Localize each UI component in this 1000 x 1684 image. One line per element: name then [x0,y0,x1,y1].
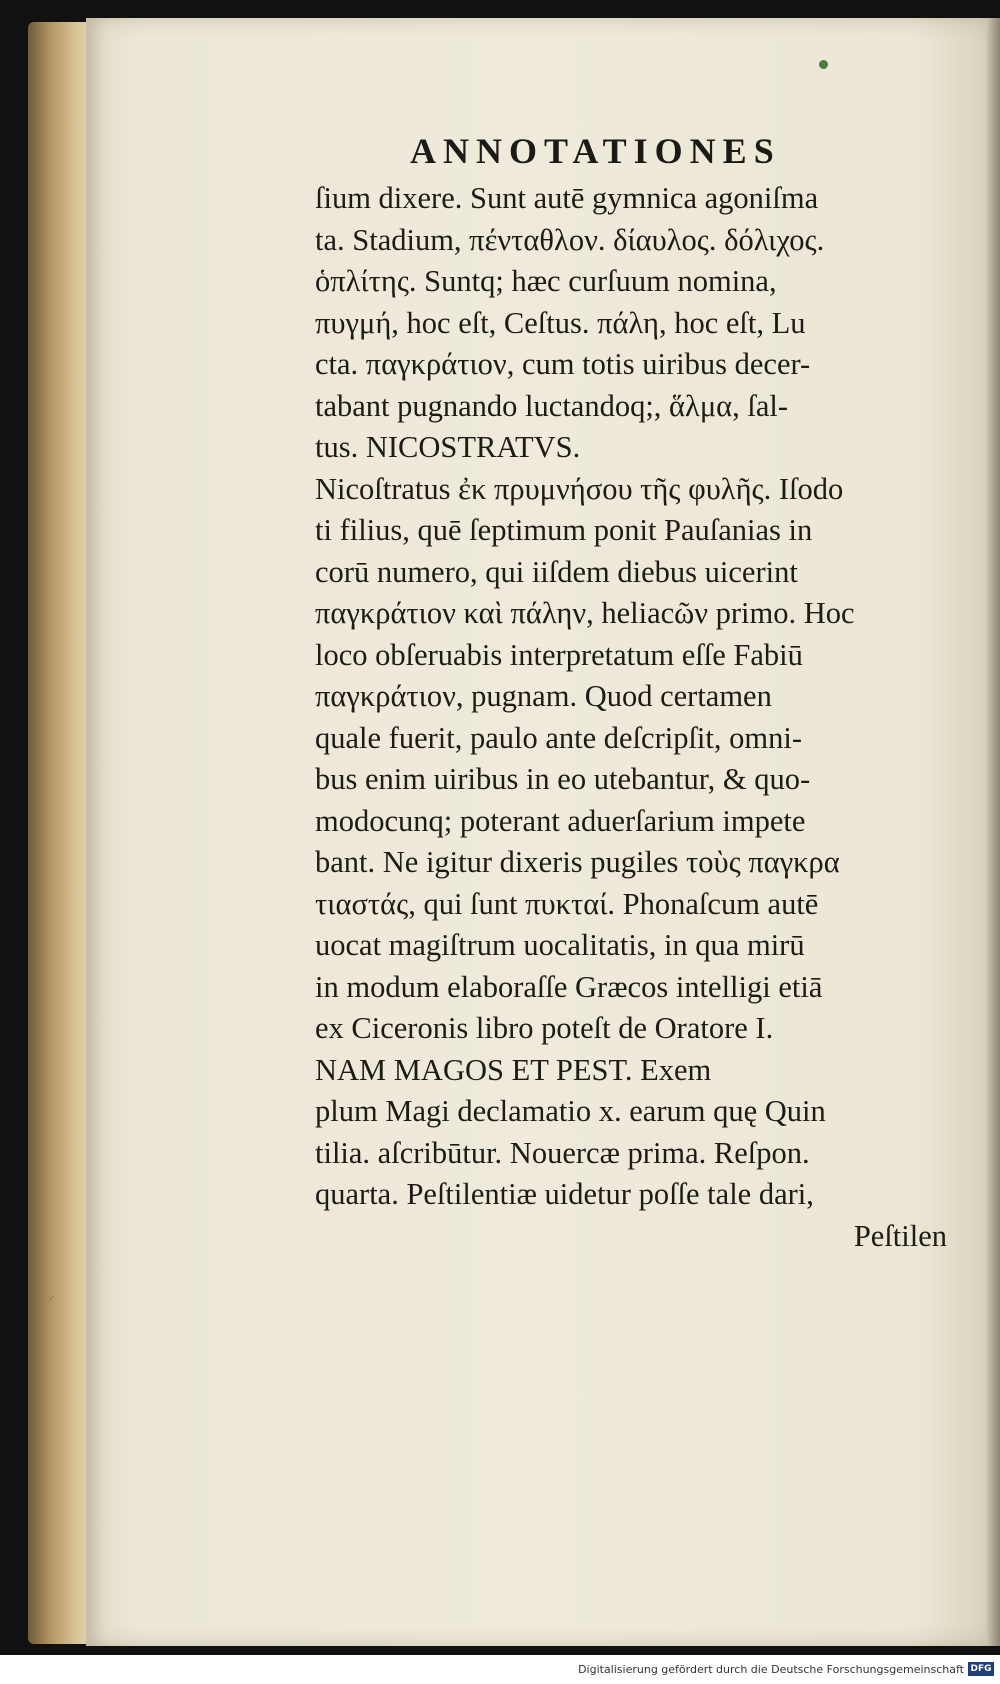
text-line: modocunq; poterant aduerſarium impete [315,803,806,838]
text-line: bus enim uiribus in eo utebantur, & quo- [315,762,811,796]
text-line: in modum elaboraſſe Græcos intelligi etiā [315,969,823,1004]
page-right-edge [986,18,1000,1646]
text-line: παγκράτιον, pugnam. Quod certamen [315,679,772,713]
catchword: Peſtilen [853,1218,947,1253]
text-line: πυγμή, hoc eſt, Ceſtus. πάλη, hoc eſt, Lu [315,305,806,340]
text-line: ſium dixere. Sunt autē gymnica agoniſma [315,181,819,215]
text-line: ti filius, quē ſeptimum ponit Pauſanias in [315,513,813,547]
text-line: quarta. Peſtilentiæ uidetur poſſe tale dari, [315,1177,814,1211]
dfg-logo-icon: DFG [968,1662,994,1676]
text-line: παγκράτιον καὶ πάλην, heliacῶν primo. Hoc [315,596,855,630]
text-line: Nicoſtratus ἐκ πρυμνήσου τῆς φυλῆς. Iſodo [315,471,844,506]
funding-credit: Digitalisierung gefördert durch die Deutsche Forschungsgemeinschaft [578,1663,964,1676]
text-line: plum Magi declamatio x. earum quę Quin [315,1094,826,1128]
body-text [315,178,955,1257]
text-line: ex Ciceronis libro poteſt de Oratore I. [315,1011,774,1045]
section-title-line: NAM MAGOS ET PEST. Exem [315,1052,712,1087]
page-heading: ANNOTATIONES [410,131,781,171]
section-title-line: tus. NICOSTRATVS. [315,430,581,464]
text-line: uocat magiſtrum uocalitatis, in qua mirū [315,928,805,962]
text-line: corū numero, qui iiſdem diebus uicerint [315,554,798,589]
paper-mark: ⸝ [48,1288,55,1304]
text-line: cta. παγκράτιον, cum totis uiribus decer- [315,347,811,381]
ink-spot [819,60,828,69]
text-line: tabant pugnando luctandoq;, ἅλμα, ſal- [315,388,789,423]
text-line: ὁπλίτης. Suntq; hæc curſuum nomina, [315,264,777,298]
text-line: τιαστάς, qui ſunt πυκταί. Phonaſcum autē [315,886,819,921]
text-line: tilia. aſcribūtur. Nouercæ prima. Reſpon. [315,1135,810,1170]
text-line: bant. Ne igitur dixeris pugiles τοὺς παγκρα [315,845,840,879]
text-line: quale fuerit, paulo ante deſcripſit, omni- [315,720,802,755]
text-line: loco obſeruabis interpretatum eſſe Fabiū [315,637,803,672]
footer-bar [0,1655,1000,1684]
text-line: ta. Stadium, πένταθλον. δίαυλος. δόλιχος. [315,222,825,257]
